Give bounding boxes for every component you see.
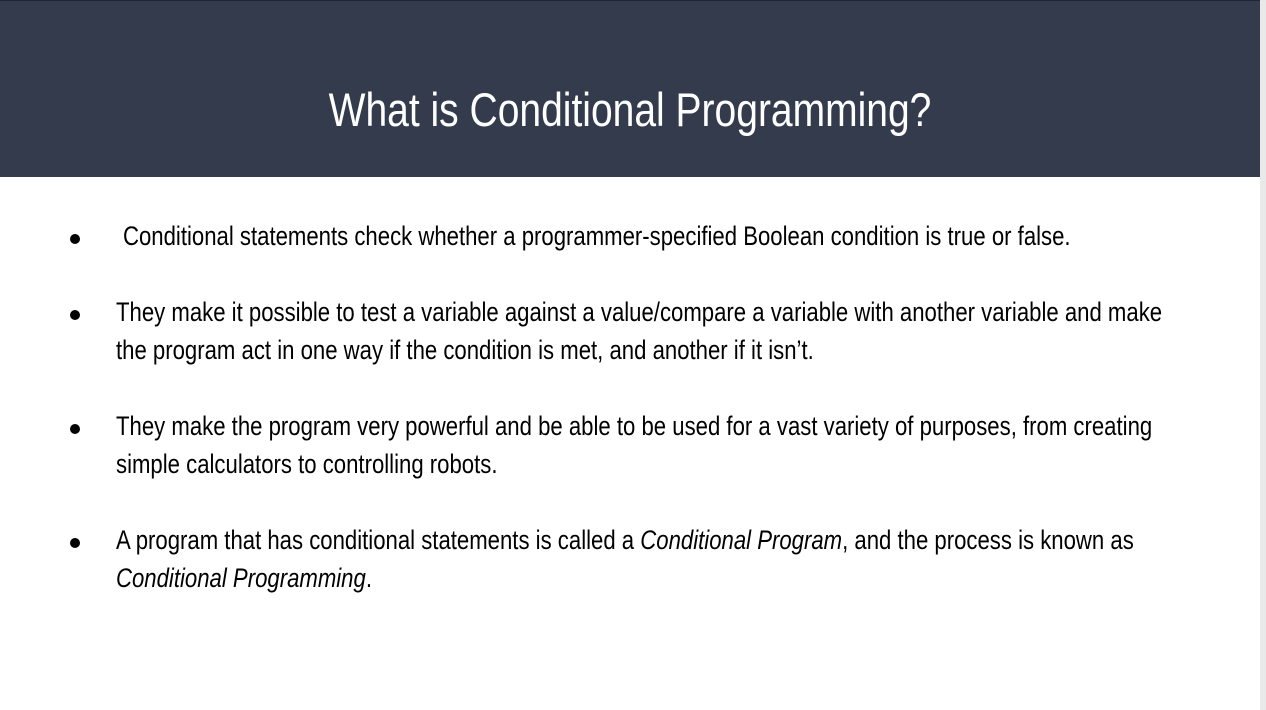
bullet-line (116, 559, 1215, 597)
bullet-dot-icon (70, 234, 80, 244)
bullet-dot-icon (70, 424, 80, 434)
bullet-line (116, 521, 1215, 559)
bullet-dot-icon (70, 538, 80, 548)
bullet-text (116, 293, 1215, 369)
bullet-italic-term: Conditional Programming (116, 563, 366, 593)
bullet-line: They make the program very powerful and be able to be used for a vast variety of purposes, from creating (116, 411, 1153, 441)
bullet-dot-icon (70, 310, 80, 320)
bullet-text (123, 217, 1222, 255)
bullet-text (116, 521, 1215, 597)
bullet-text (116, 407, 1215, 483)
title-bar (0, 0, 1260, 177)
bullet-line: Conditional statements check whether a programmer-specified Boolean condition is true or false. (123, 221, 1071, 251)
bullet-text-run: , and the process is known as (842, 525, 1134, 555)
bullet-line: simple calculators to controlling robots. (116, 449, 498, 479)
bullet-italic-term: Conditional Program (640, 525, 843, 555)
bullet-text-run: A program that has conditional statements is called a (116, 525, 641, 555)
bullet-line: They make it possible to test a variable against a value/compare a variable with another variable and make (116, 297, 1163, 327)
bullet-line: the program act in one way if the condition is met, and another if it isn’t. (116, 335, 814, 365)
slide-title: What is Conditional Programming? (328, 83, 932, 136)
slide-edge (1260, 0, 1266, 710)
bullet-text-run: . (365, 563, 372, 593)
